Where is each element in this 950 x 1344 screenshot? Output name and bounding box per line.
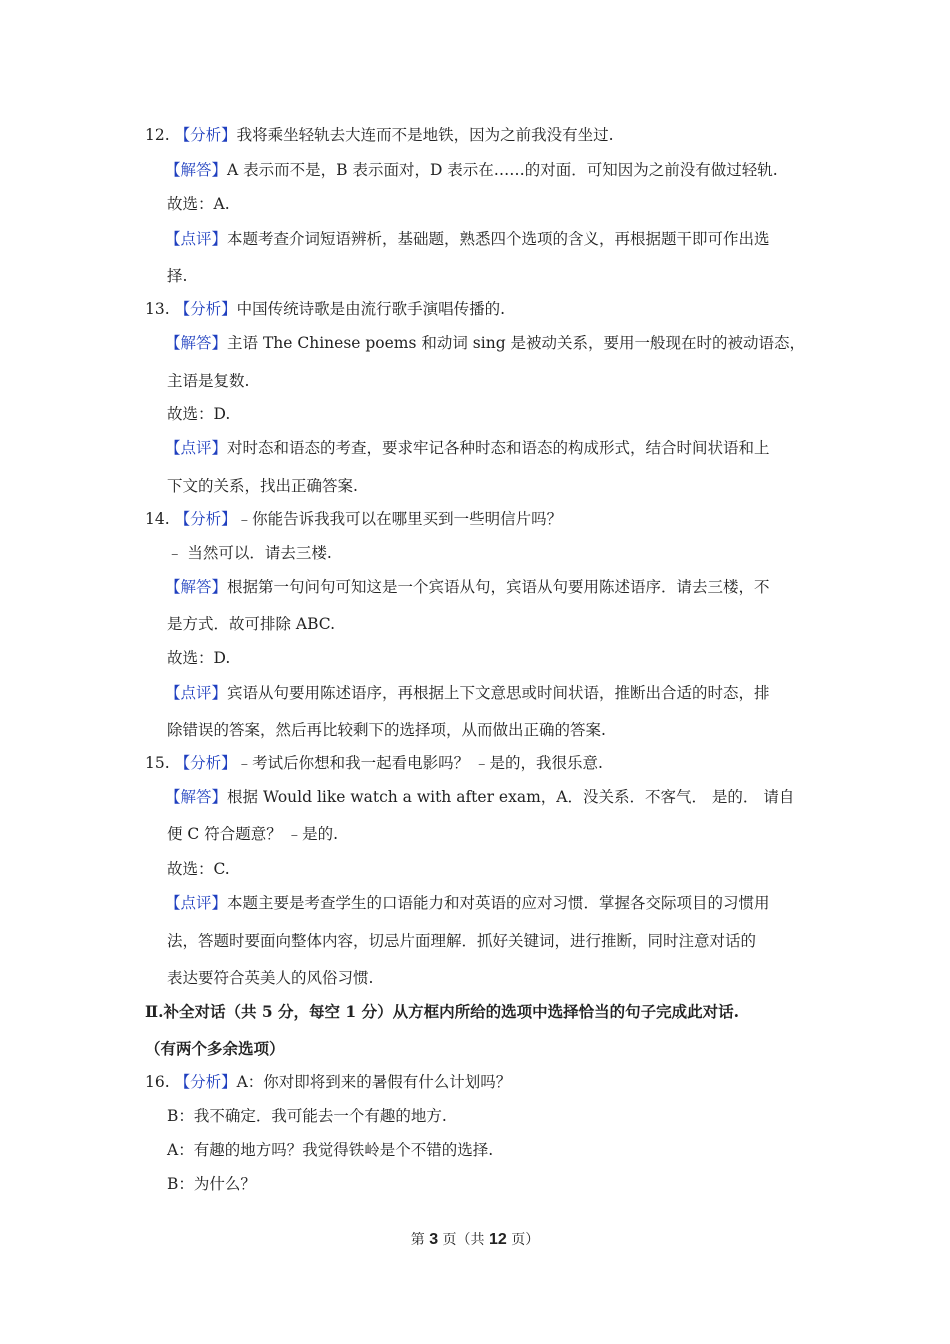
q13-choice: 故选：D. <box>167 405 231 423</box>
analysis-tag: 【分析】 <box>174 754 237 772</box>
current-page-number: 3 <box>429 1231 439 1248</box>
q13-answer-text-1: 主语 The Chinese poems 和动词 sing 是被动关系，要用一般现在时的被动语态， <box>227 334 806 352</box>
q13-answer-line-2: 主语是复数. <box>167 372 250 390</box>
q14-comment-line-1 <box>165 683 770 703</box>
q15-comment-line-2: 法，答题时要面向整体内容，切忌片面理解．抓好关键词，进行推断，同时注意对话的 <box>167 932 757 950</box>
q16-analysis-line-4: B：为什么？ <box>167 1175 256 1193</box>
q14-analysis-text-1: ﹣你能告诉我我可以在哪里买到一些明信片吗？ <box>236 510 563 528</box>
q15-number: 15. <box>145 754 170 772</box>
q14-choice: 故选：D. <box>167 649 231 667</box>
analysis-tag: 【分析】 <box>174 510 237 528</box>
section-2-heading: Ⅱ.补全对话（共 5 分，每空 1 分）从方框内所给的选项中选择恰当的句子完成此对话. <box>145 1002 740 1021</box>
page-footer <box>0 1229 950 1249</box>
q15-choice: 故选：C. <box>167 860 230 878</box>
q15-analysis-text: ﹣考试后你想和我一起看电影吗？ ﹣是的，我很乐意. <box>236 754 603 772</box>
answer-tag: 【解答】 <box>165 578 228 596</box>
comment-tag: 【点评】 <box>165 684 228 702</box>
footer-mid: 页（共 <box>438 1232 489 1248</box>
q16-analysis-line-1 <box>145 1072 511 1092</box>
q15-answer-line-1 <box>165 787 794 807</box>
q13-comment-line-1 <box>165 438 770 458</box>
q14-number: 14. <box>145 510 170 528</box>
q15-comment-line-3: 表达要符合英美人的风俗习惯. <box>167 969 374 987</box>
q14-answer-line-2: 是方式．故可排除 ABC. <box>167 615 336 633</box>
q16-analysis-line-3: A：有趣的地方吗？我觉得铁岭是个不错的选择. <box>167 1141 494 1159</box>
q15-comment-line-1 <box>165 893 770 913</box>
q16-analysis-text-1: A：你对即将到来的暑假有什么计划吗？ <box>236 1073 512 1091</box>
q12-answer-line <box>165 160 778 180</box>
q14-comment-line-2: 除错误的答案，然后再比较剩下的选择项，从而做出正确的答案. <box>167 721 606 739</box>
q14-analysis-line-2: ﹣ 当然可以．请去三楼. <box>167 544 332 562</box>
analysis-tag: 【分析】 <box>174 126 237 144</box>
q12-comment-line-2: 择. <box>167 267 188 285</box>
q16-analysis-line-2: B：我不确定．我可能去一个有趣的地方. <box>167 1107 447 1125</box>
footer-prefix: 第 <box>410 1232 430 1248</box>
q12-number: 12. <box>145 126 170 144</box>
q15-answer-line-2: 便 C 符合题意？ ﹣是的. <box>167 825 339 843</box>
analysis-tag: 【分析】 <box>174 1073 237 1091</box>
q13-answer-line-1 <box>165 333 805 353</box>
q14-answer-line-1 <box>165 577 770 597</box>
comment-tag: 【点评】 <box>165 230 228 248</box>
total-page-number: 12 <box>489 1231 507 1248</box>
comment-tag: 【点评】 <box>165 894 228 912</box>
q12-answer-text: A 表示而不是，B 表示面对，D 表示在……的对面．可知因为之前没有做过轻轨. <box>227 161 778 179</box>
q12-analysis-text: 我将乘坐轻轨去大连而不是地铁，因为之前我没有坐过. <box>236 126 614 144</box>
q14-comment-text-1: 宾语从句要用陈述语序，再根据上下文意思或时间状语，推断出合适的时态，排 <box>227 684 770 702</box>
q13-comment-text-1: 对时态和语态的考查，要求牢记各种时态和语态的构成形式，结合时间状语和上 <box>227 439 770 457</box>
q14-analysis-line-1 <box>145 509 562 529</box>
q14-answer-text-1: 根据第一句问句可知这是一个宾语从句，宾语从句要用陈述语序．请去三楼，不 <box>227 578 770 596</box>
section-2-subheading: （有两个多余选项） <box>145 1039 285 1058</box>
analysis-tag: 【分析】 <box>174 300 237 318</box>
answer-tag: 【解答】 <box>165 161 228 179</box>
q12-comment-text-1: 本题考查介词短语辨析，基础题，熟悉四个选项的含义，再根据题干即可作出选 <box>227 230 770 248</box>
footer-suffix: 页） <box>506 1232 540 1248</box>
answer-tag: 【解答】 <box>165 334 228 352</box>
q15-answer-text-1: 根据 Would like watch a with after exam，A．没关系．不客气． 是的． 请自 <box>227 788 795 806</box>
q15-analysis-line <box>145 753 603 773</box>
q12-comment-line-1 <box>165 229 770 249</box>
comment-tag: 【点评】 <box>165 439 228 457</box>
q16-number: 16. <box>145 1073 170 1091</box>
q12-analysis-line <box>145 125 614 145</box>
q13-analysis-text: 中国传统诗歌是由流行歌手演唱传播的. <box>236 300 506 318</box>
q13-comment-line-2: 下文的关系，找出正确答案. <box>167 477 358 495</box>
q13-analysis-line <box>145 299 505 319</box>
q12-choice: 故选：A. <box>167 195 230 213</box>
q15-comment-text-1: 本题主要是考查学生的口语能力和对英语的应对习惯．掌握各交际项目的习惯用 <box>227 894 770 912</box>
answer-tag: 【解答】 <box>165 788 228 806</box>
q13-number: 13. <box>145 300 170 318</box>
